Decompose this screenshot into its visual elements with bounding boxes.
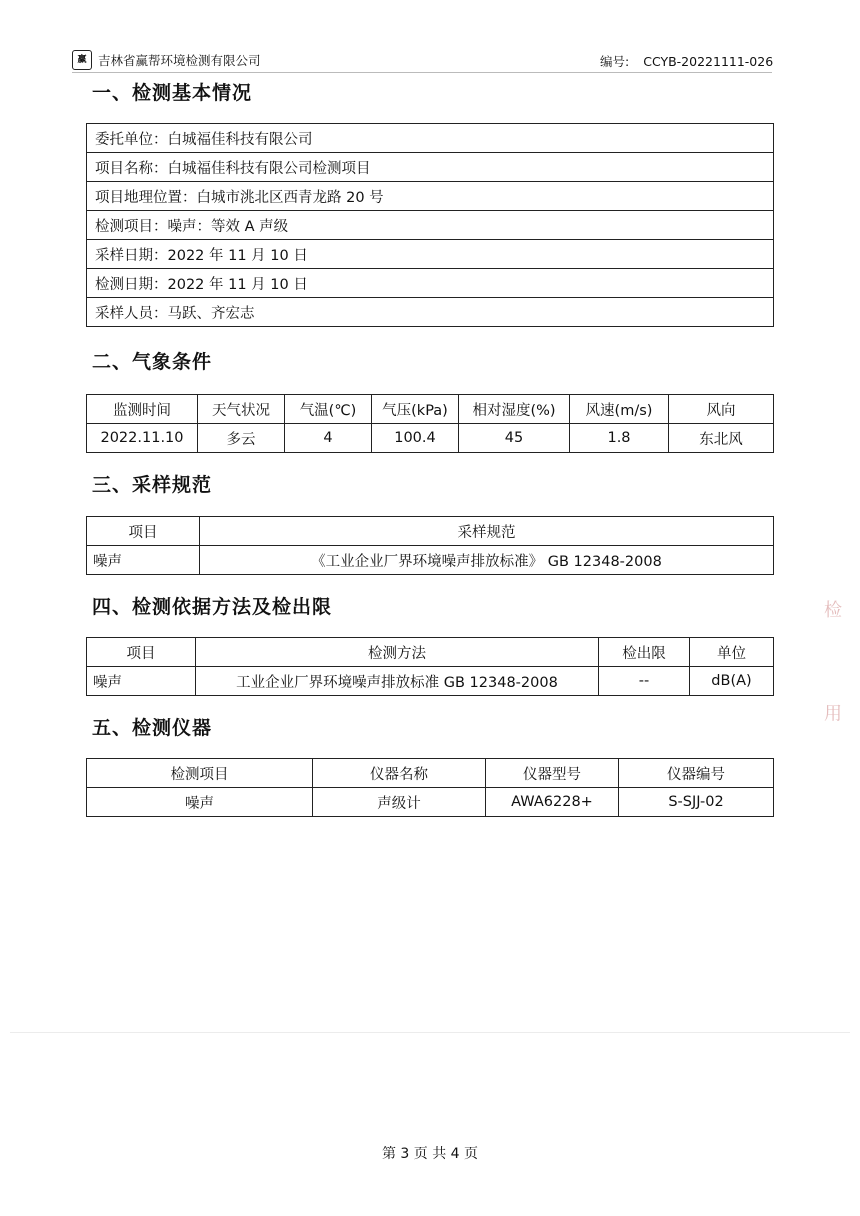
- table-row: [87, 667, 774, 696]
- table-row: [87, 182, 774, 211]
- weather-cell-time: 2022.11.10: [87, 424, 198, 453]
- instrument-cell-model: AWA6228+: [486, 788, 619, 817]
- instrument-header-item: 检测项目: [87, 759, 313, 788]
- instrument-cell-name: 声级计: [313, 788, 486, 817]
- serial-label: 编号:: [600, 54, 630, 69]
- table-row: [87, 424, 774, 453]
- info-test-item: 检测项目：噪声：等效 A 声级: [87, 211, 774, 240]
- page-number: 第 3 页 共 4 页: [381, 1146, 479, 1162]
- weather-header-wind-speed: 风速(m/s): [570, 395, 669, 424]
- method-cell-method: 工业企业厂界环境噪声排放标准 GB 12348-2008: [196, 667, 599, 696]
- table-header-row: [87, 395, 774, 424]
- table-row: [87, 211, 774, 240]
- table-row: [87, 269, 774, 298]
- weather-cell-humidity: 45: [459, 424, 570, 453]
- info-samplers: 采样人员：马跃、齐宏志: [87, 298, 774, 327]
- scan-divider: [10, 1032, 850, 1033]
- table-row: [87, 124, 774, 153]
- instrument-header-model: 仪器型号: [486, 759, 619, 788]
- header-divider: [72, 72, 772, 73]
- serial-number: [600, 52, 773, 70]
- info-sampling-date: 采样日期：2022 年 11 月 10 日: [87, 240, 774, 269]
- sampling-header-spec: 采样规范: [200, 517, 774, 546]
- company-name: 吉林省赢帮环境检测有限公司: [98, 53, 261, 68]
- section-title-weather: 二、气象条件: [92, 351, 213, 373]
- sampling-header-item: 项目: [87, 517, 200, 546]
- weather-cell-wind-direction: 东北风: [669, 424, 774, 453]
- sampling-cell-spec: 《工业企业厂界环境噪声排放标准》 GB 12348-2008: [200, 546, 774, 575]
- info-location: 项目地理位置：白城市洮北区西青龙路 20 号: [87, 182, 774, 211]
- section-title-sampling-spec: 三、采样规范: [92, 474, 213, 496]
- weather-header-humidity: 相对湿度(%): [459, 395, 570, 424]
- method-cell-unit: dB(A): [690, 667, 774, 696]
- info-project-name: 项目名称：白城福佳科技有限公司检测项目: [87, 153, 774, 182]
- instrument-header-number: 仪器编号: [619, 759, 774, 788]
- info-client: 委托单位：白城福佳科技有限公司: [87, 124, 774, 153]
- weather-header-condition: 天气状况: [198, 395, 285, 424]
- instrument-cell-number: S-SJJ-02: [619, 788, 774, 817]
- sampling-spec-table: [86, 516, 774, 575]
- weather-header-time: 监测时间: [87, 395, 198, 424]
- weather-cell-wind-speed: 1.8: [570, 424, 669, 453]
- weather-table: [86, 394, 774, 453]
- method-header-detection-limit: 检出限: [599, 638, 690, 667]
- company-header: [72, 50, 261, 70]
- instruments-table: [86, 758, 774, 817]
- sampling-cell-item: 噪声: [87, 546, 200, 575]
- method-header-method: 检测方法: [196, 638, 599, 667]
- table-row: [87, 298, 774, 327]
- seal-stamp-text: 检 用: [821, 600, 842, 762]
- method-header-unit: 单位: [690, 638, 774, 667]
- table-header-row: [87, 638, 774, 667]
- serial-value: CCYB-20221111-026: [643, 54, 774, 69]
- table-row: [87, 546, 774, 575]
- weather-cell-temperature: 4: [285, 424, 372, 453]
- table-header-row: [87, 517, 774, 546]
- weather-header-pressure: 气压(kPa): [372, 395, 459, 424]
- table-row: [87, 240, 774, 269]
- method-header-item: 项目: [87, 638, 196, 667]
- method-cell-detection-limit: --: [599, 667, 690, 696]
- table-row: [87, 788, 774, 817]
- method-table: [86, 637, 774, 696]
- seal-stamp: [818, 600, 848, 780]
- weather-cell-condition: 多云: [198, 424, 285, 453]
- section-title-basic-info: 一、检测基本情况: [92, 82, 253, 104]
- table-header-row: [87, 759, 774, 788]
- table-row: [87, 153, 774, 182]
- basic-info-table: [86, 123, 774, 327]
- section-title-method: 四、检测依据方法及检出限: [92, 596, 333, 618]
- section-title-instruments: 五、检测仪器: [92, 717, 213, 739]
- method-cell-item: 噪声: [87, 667, 196, 696]
- instrument-cell-item: 噪声: [87, 788, 313, 817]
- instrument-header-name: 仪器名称: [313, 759, 486, 788]
- weather-header-wind-direction: 风向: [669, 395, 774, 424]
- weather-cell-pressure: 100.4: [372, 424, 459, 453]
- info-test-date: 检测日期：2022 年 11 月 10 日: [87, 269, 774, 298]
- weather-header-temperature: 气温(℃): [285, 395, 372, 424]
- company-logo-icon: 赢: [72, 50, 92, 70]
